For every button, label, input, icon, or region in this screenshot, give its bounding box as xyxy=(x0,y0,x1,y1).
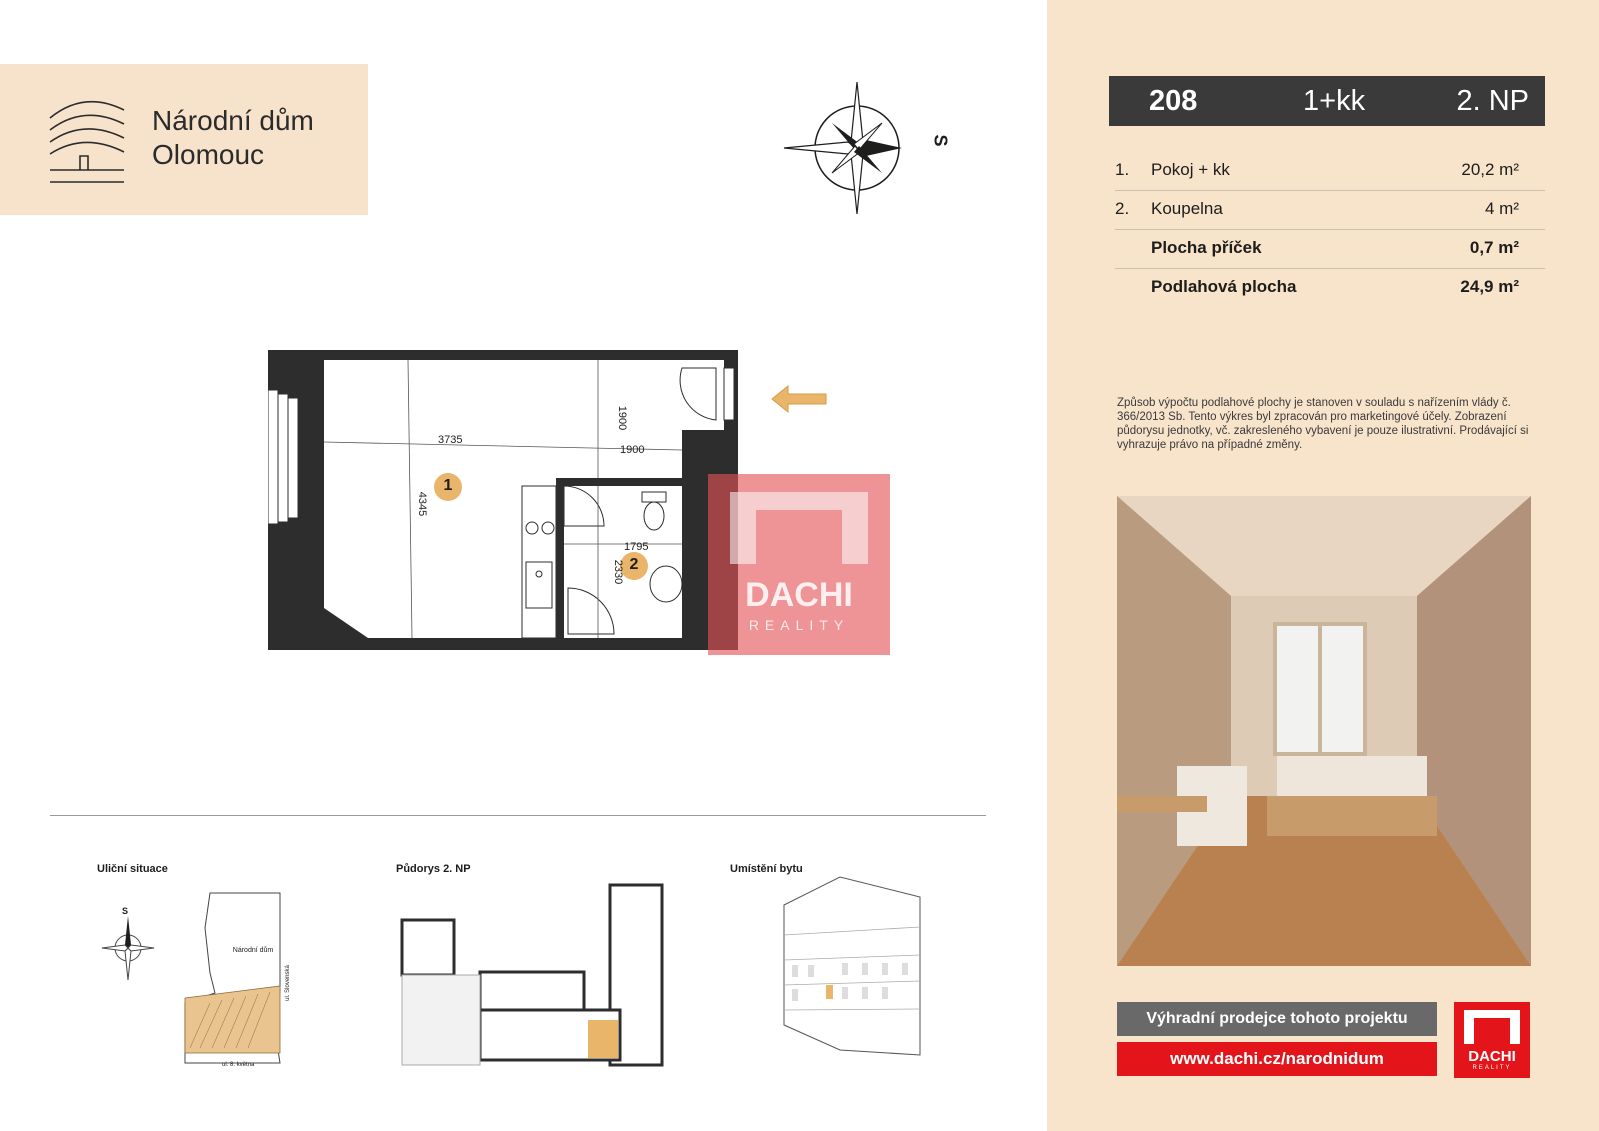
compass-rose-icon xyxy=(782,78,962,220)
room-index: 2. xyxy=(1115,199,1130,218)
total-row xyxy=(1115,269,1545,307)
total-area: 24,9 m² xyxy=(1460,277,1519,296)
total-name: Plocha příček xyxy=(1151,238,1262,257)
interior-photo xyxy=(1117,496,1531,966)
dim-door-width: 1900 xyxy=(620,444,645,456)
thumb-street-2: ul. 8. května xyxy=(222,1062,255,1068)
dim-width: 3735 xyxy=(438,434,463,446)
dim-bath-width: 1795 xyxy=(624,541,649,553)
thumb-floor-title: Půdorys 2. NP xyxy=(396,863,471,875)
seller-banner: Výhradní prodejce tohoto projektu xyxy=(1117,1002,1437,1036)
floor-overview-plan xyxy=(400,880,675,1070)
entrance-arrow-icon xyxy=(770,384,828,414)
brand-line-2: Olomouc xyxy=(152,139,265,170)
total-name: Podlahová plocha xyxy=(1151,277,1297,296)
building-elevation xyxy=(780,875,926,1057)
room-area: 20,2 m² xyxy=(1461,160,1519,179)
room-table xyxy=(1115,152,1545,307)
room-name: Pokoj + kk xyxy=(1151,160,1230,179)
section-divider xyxy=(50,815,986,816)
dachi-logo-sub: REALITY xyxy=(1472,1065,1512,1071)
room-marker-2: 2 xyxy=(629,556,639,573)
dachi-logo-name: DACHI xyxy=(1468,1048,1516,1065)
room-marker-1: 1 xyxy=(443,477,453,494)
thumb-location-title: Umístění bytu xyxy=(730,863,803,875)
room-index: 1. xyxy=(1115,160,1130,179)
compass-label: S xyxy=(930,134,951,147)
disclaimer-note: Způsob výpočtu podlahové plochy je stanoven v souladu s nařízením vlády č. 366/2013 Sb. Tento výkres byl zpracován pro marketingové účely. Zobrazení půdorysu jednotky, vč. zakresleného vybavení je pouze ilustrativní. Prodávající si vyhrazuje právo na případné změny. xyxy=(1117,397,1529,451)
dim-bath-height: 2330 xyxy=(612,559,625,585)
website-link[interactable]: www.dachi.cz/narodnidum xyxy=(1117,1042,1437,1076)
watermark-name: DACHI xyxy=(745,576,853,614)
brand-name xyxy=(152,104,314,172)
unit-header xyxy=(1109,76,1545,126)
unit-type: 1+kk xyxy=(1303,85,1366,117)
total-row xyxy=(1115,230,1545,269)
room-area: 4 m² xyxy=(1485,199,1519,218)
room-name: Koupelna xyxy=(1151,199,1223,218)
dim-room-height: 4345 xyxy=(416,491,429,517)
unit-number: 208 xyxy=(1149,85,1198,117)
dachi-logo xyxy=(1454,1002,1530,1078)
thumb-building-label: Národní dům xyxy=(232,947,274,954)
thumb-compass-label: S xyxy=(122,906,129,916)
unit-floor: 2. NP xyxy=(1456,85,1529,117)
brand-line-1: Národní dům xyxy=(152,105,314,136)
dim-door-height: 1900 xyxy=(616,405,629,431)
room-row xyxy=(1115,191,1545,230)
room-row xyxy=(1115,152,1545,191)
watermark-sub: REALITY xyxy=(748,617,850,633)
total-area: 0,7 m² xyxy=(1469,238,1519,257)
building-logo-icon xyxy=(44,92,130,186)
thumb-street-1: ul. Slovenská xyxy=(284,965,291,1001)
thumb-street-title: Uliční situace xyxy=(97,863,168,875)
